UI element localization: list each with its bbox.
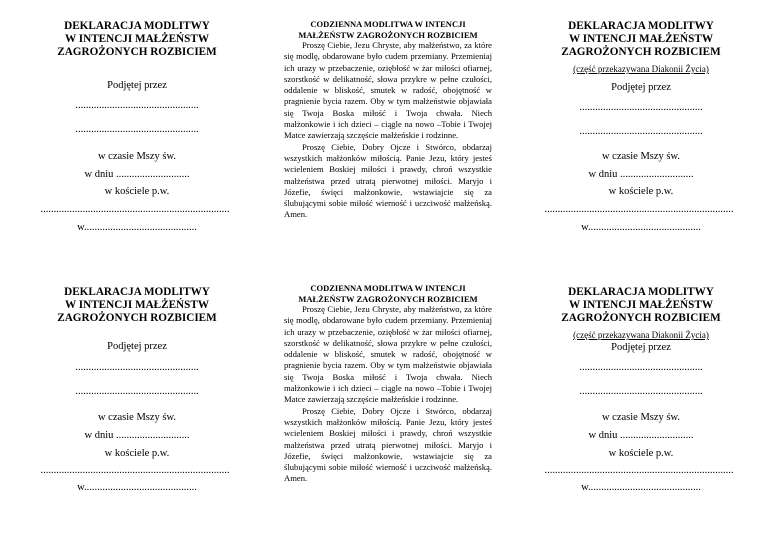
declaration-bottom-right	[542, 286, 740, 526]
w-line: w...........................................	[77, 222, 197, 233]
church-dots: ........................................................................	[40, 204, 230, 215]
taken-by-label: Podjętej przez	[107, 341, 167, 352]
prayer-title: CODZIENNA MODLITWA W INTENCJI	[310, 19, 466, 29]
mass-label: w czasie Mszy św.	[97, 412, 177, 423]
declaration-title: W INTENCJI MAŁŻEŃSTW	[64, 299, 210, 311]
declaration-bottom-left	[38, 286, 236, 526]
taken-by-label: Podjętej przez	[611, 342, 671, 353]
name-dots: ...............................................	[75, 124, 199, 135]
declaration-title: ZAGROŻONYCH ROZBICIEM	[561, 46, 721, 58]
church-label: w kościele p.w.	[104, 186, 170, 197]
declaration-subtitle: (część przekazywana Diakonii Życia)	[573, 64, 709, 74]
declaration-title: DEKLARACJA MODLITWY	[64, 20, 210, 32]
prayer-title: CODZIENNA MODLITWA W INTENCJI	[310, 283, 466, 293]
w-line: w...........................................	[581, 222, 701, 233]
declaration-title: DEKLARACJA MODLITWY	[64, 286, 210, 298]
prayer-title: MAŁŻEŃSTW ZAGROŻONYCH ROZBICIEM	[298, 29, 478, 40]
day-line: w dniu ............................	[588, 169, 694, 180]
declaration-subtitle: (część przekazywana Diakonii Życia)	[573, 330, 709, 340]
church-label: w kościele p.w.	[608, 448, 674, 459]
taken-by-label: Podjętej przez	[107, 80, 167, 91]
declaration-top-left	[38, 20, 236, 260]
prayer-bottom	[284, 283, 492, 485]
mass-label: w czasie Mszy św.	[601, 151, 681, 162]
declaration-title: W INTENCJI MAŁŻEŃSTW	[568, 33, 714, 45]
prayer-top	[284, 19, 492, 221]
declaration-top-right	[542, 20, 740, 260]
name-dots: ...............................................	[579, 102, 703, 113]
prayer-paragraph: Proszę Ciebie, Dobry Ojcze i Stwórco, obdarzaj wszystkich małżonków miłością. Panie Jezu, który jesteś wcieleniem Boskiej miłości i prawdy, chroń wszystkie małżeństwa przed utratą pierwotnej miłości. Maryjo i Józefie, święci małżonkowie, wstawiajcie się za ślubującymi sobie miłość wierność i uczciwość małżeńską. Amen.	[284, 141, 492, 220]
name-dots: ...............................................	[579, 126, 703, 137]
church-label: w kościele p.w.	[608, 186, 674, 197]
declaration-title: DEKLARACJA MODLITWY	[568, 286, 714, 298]
prayer-paragraph: Proszę Ciebie, Jezu Chryste, aby małżeństwo, za które się modlę, obdarowane było cudem przemiany. Przemieniaj ich urazy w przebaczenie, oziębłość w żar miłości ofiarnej, szorstkość w delikatność, słowa przykre w pełne czułości, oddalenie w bliskość, smutek w radość, obojętność w pragnienie bycia razem. Oby w tym małżeństwie objawiała się Twoja Boska miłość i Twoja chwała. Niech małżonkowie i ich dzieci – ciągle na nowo –Tobie i Twojej Matce zawierzają szczęście małżeńskie i rodzinne.	[284, 40, 492, 141]
name-dots: ...............................................	[579, 362, 703, 373]
taken-by-label: Podjętej przez	[611, 82, 671, 93]
declaration-title: ZAGROŻONYCH ROZBICIEM	[57, 46, 217, 58]
day-line: w dniu ............................	[84, 169, 190, 180]
church-dots: ........................................................................	[544, 204, 734, 215]
day-line: w dniu ............................	[588, 430, 694, 441]
church-dots: ........................................................................	[40, 465, 230, 476]
declaration-title: W INTENCJI MAŁŻEŃSTW	[568, 299, 714, 311]
prayer-paragraph: Proszę Ciebie, Jezu Chryste, aby małżeństwo, za które się modlę, obdarowane było cudem przemiany. Przemieniaj ich urazy w przebaczenie, oziębłość w żar miłości ofiarnej, szorstkość w delikatność, słowa przykre w pełne czułości, oddalenie w bliskość, smutek w radość, obojętność w pragnienie bycia razem. Oby w tym małżeństwie objawiała się Twoja Boska miłość i Twoja chwała. Niech małżonkowie i ich dzieci – ciągle na nowo –Tobie i Twojej Matce zawierzają szczęście małżeńskie i rodzinne.	[284, 304, 492, 405]
declaration-title: ZAGROŻONYCH ROZBICIEM	[561, 312, 721, 324]
church-dots: ........................................................................	[544, 465, 734, 476]
church-label: w kościele p.w.	[104, 448, 170, 459]
prayer-title: MAŁŻEŃSTW ZAGROŻONYCH ROZBICIEM	[298, 293, 478, 304]
name-dots: ...............................................	[579, 386, 703, 397]
day-line: w dniu ............................	[84, 430, 190, 441]
name-dots: ...............................................	[75, 386, 199, 397]
declaration-title: W INTENCJI MAŁŻEŃSTW	[64, 33, 210, 45]
mass-label: w czasie Mszy św.	[601, 412, 681, 423]
declaration-title: DEKLARACJA MODLITWY	[568, 20, 714, 32]
w-line: w...........................................	[581, 482, 701, 493]
prayer-paragraph: Proszę Ciebie, Dobry Ojcze i Stwórco, obdarzaj wszystkich małżonków miłością. Panie Jezu, który jesteś wcieleniem Boskiej miłości i prawdy, chroń wszystkie małżeństwa przed utratą pierwotnej miłości. Maryjo i Józefie, święci małżonkowie, wstawiajcie się za ślubującymi sobie miłość wierność i uczciwość małżeńską. Amen.	[284, 405, 492, 484]
mass-label: w czasie Mszy św.	[97, 151, 177, 162]
w-line: w...........................................	[77, 482, 197, 493]
name-dots: ...............................................	[75, 100, 199, 111]
name-dots: ...............................................	[75, 362, 199, 373]
declaration-title: ZAGROŻONYCH ROZBICIEM	[57, 312, 217, 324]
